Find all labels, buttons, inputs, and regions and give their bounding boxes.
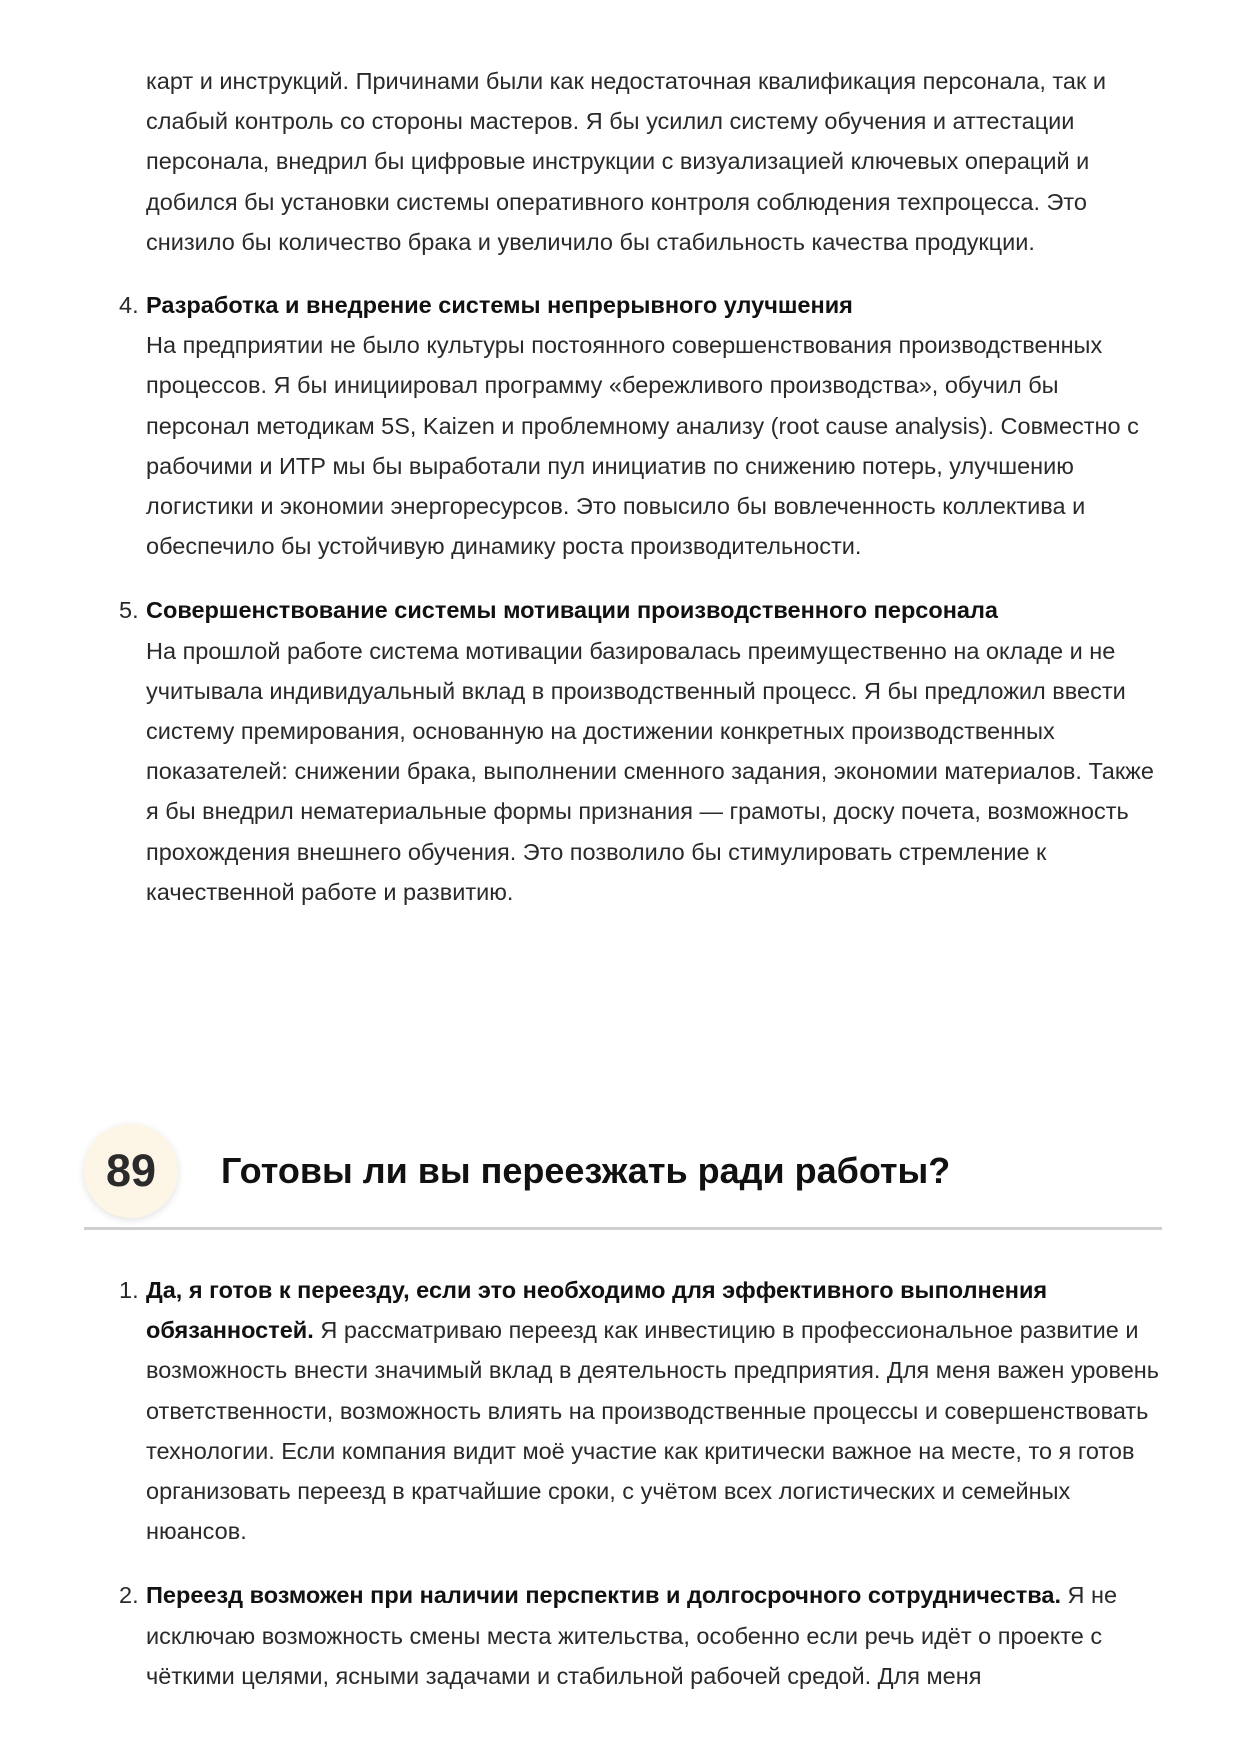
numbered-list-previous <box>119 285 1166 912</box>
list-item-body: На предприятии не было культуры постоянного совершенствования производственных процессов. Я бы инициировал программу «бережливого производства», обучил бы персонал методикам 5S, Kaizen и проблемному анализу (root cause analysis). Совместно с рабочими и ИТР мы бы выработали пул инициатив по снижению потерь, улучшению логистики и экономии энергоресурсов. Это повысило бы вовлеченность коллектива и обеспечило бы устойчивую динамику роста производительности. <box>146 332 1139 560</box>
list-item-body: На прошлой работе система мотивации базировалась преимущественно на окладе и не учитывала индивидуальный вклад в производственный процесс. Я бы предложил ввести систему премирования, основанную на достижении конкретных производственных показателей: снижении брака, выполнении сменного задания, экономии материалов. Также я бы внедрил нематериальные формы признания — грамоты, доску почета, возможность прохождения внешнего обучения. Это позволило бы стимулировать стремление к качественной работе и развитию. <box>146 637 1154 905</box>
list-item <box>119 590 1166 912</box>
list-item <box>119 1270 1166 1551</box>
numbered-list-answers <box>119 1270 1166 1696</box>
list-item-body: Я не исключаю возможность смены места жительства, особенно если речь идёт о проекте с чёткими целями, ясными задачами и стабильной рабочей средой. Для меня <box>146 1582 1118 1689</box>
continuation-paragraph: карт и инструкций. Причинами были как недостаточная квалификация персонала, так и слабый контроль со стороны мастеров. Я бы усилил систему обучения и аттестации персонала, внедрил бы цифровые инструкции с визуализацией ключевых операций и добился бы установки системы оперативного контроля соблюдения техпроцесса. Это снизило бы количество брака и увеличило бы стабильность качества продукции. <box>146 68 1106 255</box>
list-item <box>119 285 1166 566</box>
list-item-title: Совершенствование системы мотивации производственного персонала <box>146 597 998 624</box>
question-number-badge: 89 <box>84 1124 178 1218</box>
question-title: Готовы ли вы переезжать ради работы? <box>221 1150 951 1191</box>
header-divider <box>84 1227 1162 1230</box>
list-item-title: Переезд возможен при наличии перспектив и долгосрочного сотрудничества. <box>146 1582 1068 1609</box>
list-item-body: Я рассматриваю переезд как инвестицию в профессиональное развитие и возможность внести значимый вклад в деятельность предприятия. Для меня важен уровень ответственности, возможность влиять на производственные процессы и совершенствовать технологии. Если компания видит моё участие как критически важное на месте, то я готов организовать переезд в кратчайшие сроки, с учётом всех логистических и семейных нюансов. <box>146 1317 1159 1545</box>
question-header <box>84 1124 1162 1234</box>
list-item-number: 1. <box>119 1277 139 1303</box>
list-item-number: 5. <box>119 597 139 624</box>
list-item-title: Разработка и внедрение системы непрерывного улучшения <box>146 292 853 318</box>
list-item-number: 4. <box>119 292 139 318</box>
list-item-number: 2. <box>119 1582 139 1609</box>
list-item-title: Да, я готов к переезду, если это необходимо для эффективного выполнения обязанностей. <box>146 1277 1048 1344</box>
list-item <box>119 1575 1166 1696</box>
